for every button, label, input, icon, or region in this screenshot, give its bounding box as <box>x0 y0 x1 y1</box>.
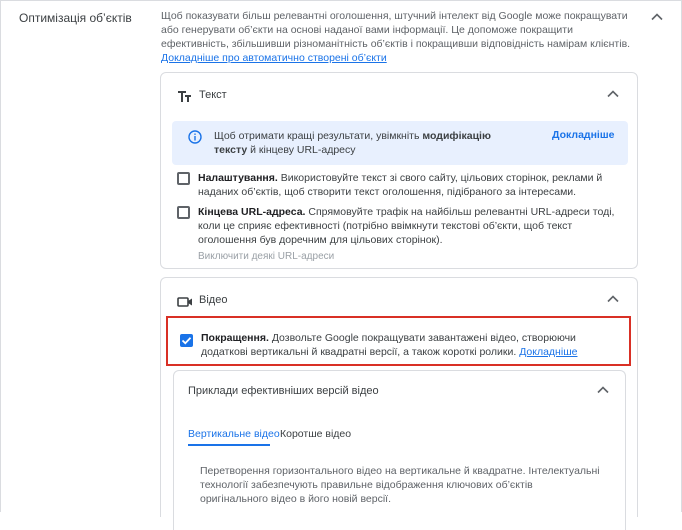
info-icon <box>188 130 202 144</box>
section-description-text: Щоб показувати більш релевантні оголошення, штучний інтелект від Google може покращувати або генерувати об’єкти на основі наданої вами інформації. Це допоможе покращити ефективність, збільшивши різноманітність об’єктів і покращивши відповідність намірам клієнтів. <box>161 10 631 50</box>
video-examples-title: Приклади ефективніших версій відео <box>188 385 379 397</box>
info-learn-more-link[interactable]: Докладніше <box>552 129 615 141</box>
chevron-up-icon[interactable] <box>605 86 621 102</box>
text-card <box>160 72 638 269</box>
active-tab-indicator <box>188 444 270 446</box>
section-description <box>161 9 631 65</box>
text-format-icon <box>177 89 193 105</box>
chevron-up-icon[interactable] <box>649 9 665 25</box>
learn-more-link[interactable]: Докладніше про автоматично створені об’єкти <box>161 52 387 64</box>
tab-short-video[interactable]: Коротше відео <box>280 428 352 440</box>
enhancement-description: Дозвольте Google покращувати завантажені відео, створюючи додаткові вертикальні й квадратні версії, а також короткі ролики. <box>201 332 576 358</box>
customization-label: Налаштування. <box>198 172 278 184</box>
info-text-before: Щоб отримати кращі результати, увімкніть <box>214 130 423 142</box>
info-text-bold: модифікацію тексту <box>214 130 491 156</box>
final-url-text <box>198 205 628 247</box>
info-text <box>214 129 514 157</box>
text-card-title: Текст <box>199 89 227 101</box>
final-url-description: Спрямовуйте трафік на найбільш релевантні URL-адреси тоді, коли це сприяє ефективності (потрібно ввімкнути текстові об’єкти, щоб текст оголошення був доречним для цільових сторінок). <box>198 206 615 246</box>
customization-checkbox[interactable] <box>177 172 190 185</box>
tab-vertical-video[interactable]: Вертикальне відео <box>188 428 280 440</box>
enhancement-text <box>201 331 621 359</box>
info-banner <box>172 121 628 165</box>
video-camera-icon <box>177 294 193 310</box>
enhancement-label: Покращення. <box>201 332 269 344</box>
chevron-up-icon[interactable] <box>605 291 621 307</box>
info-text-after: й кінцеву URL-адресу <box>247 144 356 156</box>
exclude-urls-link: Виключити деякі URL-адреси <box>198 251 335 262</box>
customization-description: Використовуйте текст зі свого сайту, цільових сторінок, реклами й наданих об’єктів, щоб створити текст оголошення, підібраного за інтересами. <box>198 172 603 198</box>
enhancement-checkbox[interactable] <box>180 334 193 347</box>
video-examples-card <box>173 370 626 530</box>
enhancement-learn-more-link[interactable]: Докладніше <box>519 346 578 358</box>
final-url-checkbox[interactable] <box>177 206 190 219</box>
final-url-label: Кінцева URL-адреса. <box>198 206 306 218</box>
customization-text <box>198 171 628 199</box>
section-title: Оптимізація об’єктів <box>19 11 132 25</box>
video-examples-description: Перетворення горизонтального відео на вертикальне й квадратне. Інтелектуальні технології забезпечують правильне відображення ключових об’єктів оригінального відео в його новій версії. <box>200 465 600 505</box>
video-card-title: Відео <box>199 294 228 306</box>
check-icon <box>180 334 193 347</box>
video-card <box>160 277 638 517</box>
enhancement-option-highlight[interactable] <box>166 316 631 366</box>
chevron-up-icon[interactable] <box>595 382 611 398</box>
